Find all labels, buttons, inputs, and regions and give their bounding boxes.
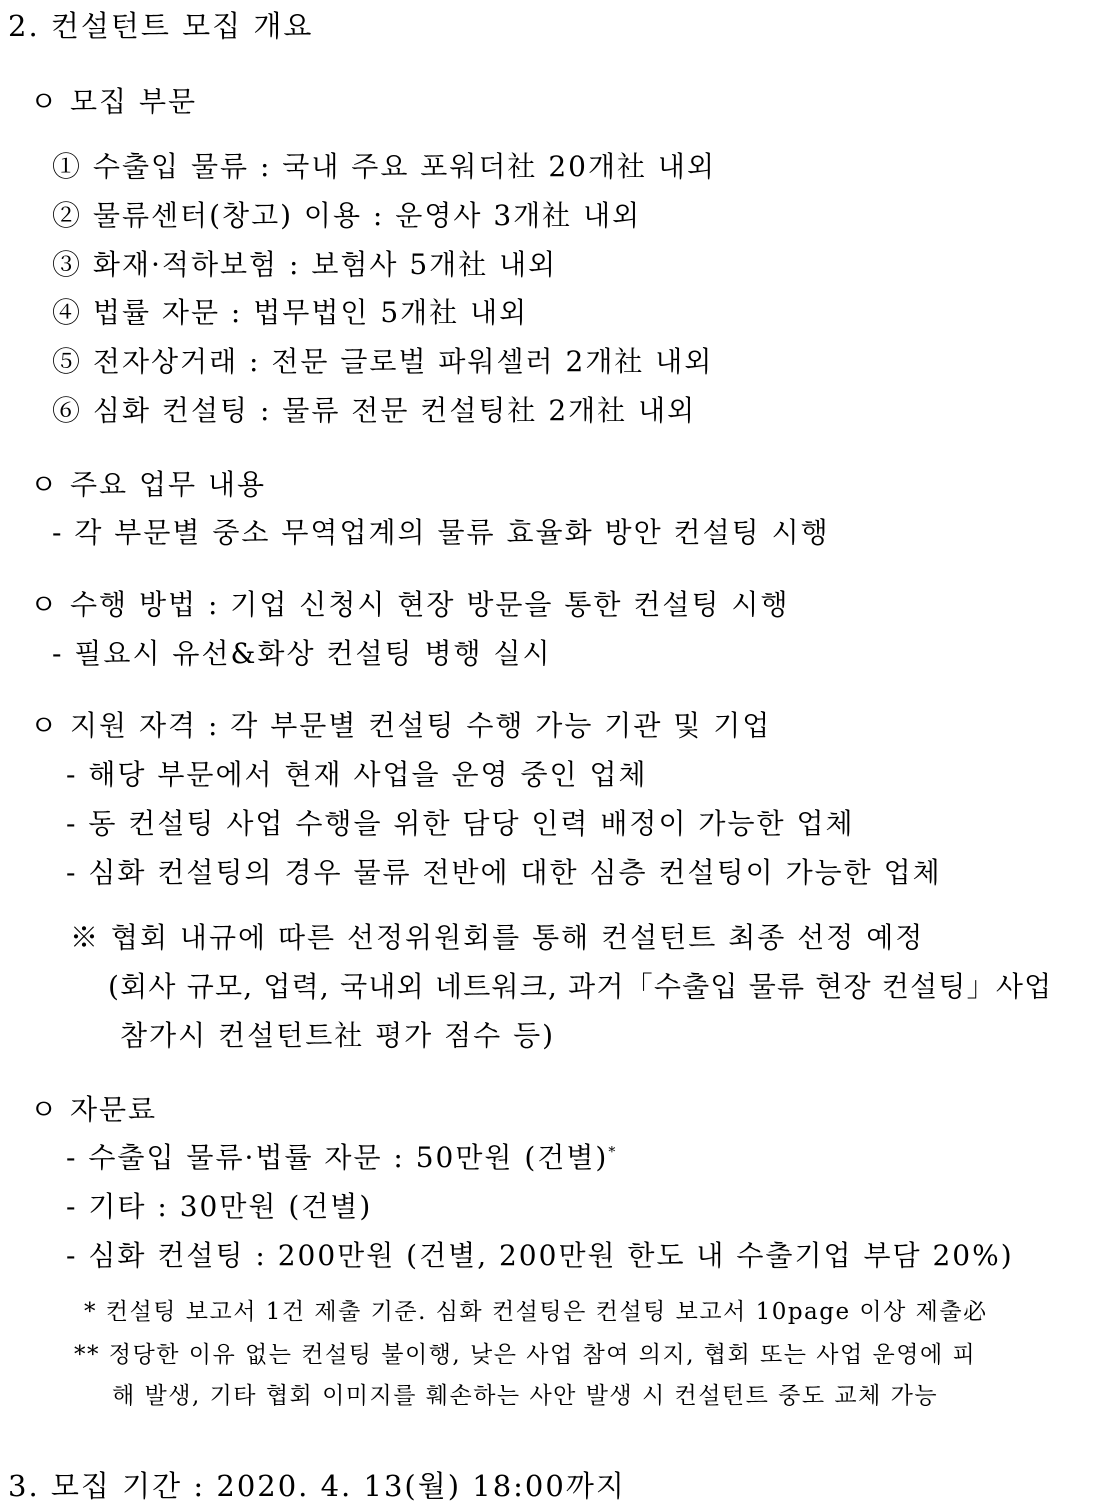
field-item-3: ③ 화재·적하보험 : 보험사 5개社 내외	[52, 248, 558, 281]
field-item-5: ⑤ 전자상거래 : 전문 글로벌 파워셀러 2개社 내외	[52, 345, 714, 378]
qualification-item-1: - 해당 부문에서 현재 사업을 운영 중인 업체	[66, 758, 648, 791]
qualification-heading: ㅇ 지원 자격 : 각 부문별 컨설팅 수행 가능 기관 및 기업	[30, 709, 772, 742]
fields-heading: ㅇ 모집 부문	[30, 85, 198, 118]
field-item-2: ② 물류센터(창고) 이용 : 운영사 3개社 내외	[52, 199, 642, 232]
fee-footnote-2: ** 정당한 이유 없는 컨설팅 불이행, 낮은 사업 참여 의지, 협회 또는 사업 운영에 피	[74, 1342, 977, 1368]
duties-detail: - 각 부문별 중소 무역업계의 물류 효율화 방안 컨설팅 시행	[52, 516, 830, 549]
field-item-6: ⑥ 심화 컨설팅 : 물류 전문 컨설팅社 2개社 내외	[52, 394, 697, 427]
method-detail: - 필요시 유선&화상 컨설팅 병행 실시	[52, 637, 552, 670]
fee-footnote-2-cont: 해 발생, 기타 협회 이미지를 훼손하는 사안 발생 시 컨설턴트 중도 교체 가능	[112, 1383, 939, 1409]
duties-heading: ㅇ 주요 업무 내용	[30, 468, 267, 501]
method-heading: ㅇ 수행 방법 : 기업 신청시 현장 방문을 통한 컨설팅 시행	[30, 588, 790, 621]
section-3-title: 3. 모집 기간 : 2020. 4. 13(월) 18:00까지	[8, 1469, 626, 1503]
fee-heading: ㅇ 자문료	[30, 1093, 158, 1126]
selection-note-criteria: (회사 규모, 업력, 국내외 네트워크, 과거「수출입 물류 현장 컨설팅」사업	[108, 970, 1053, 1003]
fee-item-1	[66, 1136, 617, 1176]
qualification-item-3: - 심화 컨설팅의 경우 물류 전반에 대한 심층 컨설팅이 가능한 업체	[66, 856, 942, 889]
qualification-item-2: - 동 컨설팅 사업 수행을 위한 담당 인력 배정이 가능한 업체	[66, 807, 855, 840]
selection-note-criteria-cont: 참가시 컨설턴트社 평가 점수 등)	[120, 1019, 556, 1052]
fee-footnote-1: * 컨설팅 보고서 1건 제출 기준. 심화 컨설팅은 컨설팅 보고서 10page 이상 제출必	[84, 1299, 988, 1325]
footnote-marker: *	[608, 1144, 618, 1161]
fee-item-1-text: - 수출입 물류·법률 자문 : 50만원 (건별)	[66, 1141, 609, 1174]
fee-item-3: - 심화 컨설팅 : 200만원 (건별, 200만원 한도 내 수출기업 부담 20%)	[66, 1239, 1014, 1272]
field-item-1: ① 수출입 물류 : 국내 주요 포워더社 20개社 내외	[52, 150, 716, 183]
fee-item-2: - 기타 : 30만원 (건별)	[66, 1190, 373, 1223]
field-item-4: ④ 법률 자문 : 법무법인 5개社 내외	[52, 296, 529, 329]
section-2-title: 2. 컨설턴트 모집 개요	[8, 9, 314, 43]
selection-note: ※ 협회 내규에 따른 선정위원회를 통해 컨설턴트 최종 선정 예정	[70, 921, 925, 954]
